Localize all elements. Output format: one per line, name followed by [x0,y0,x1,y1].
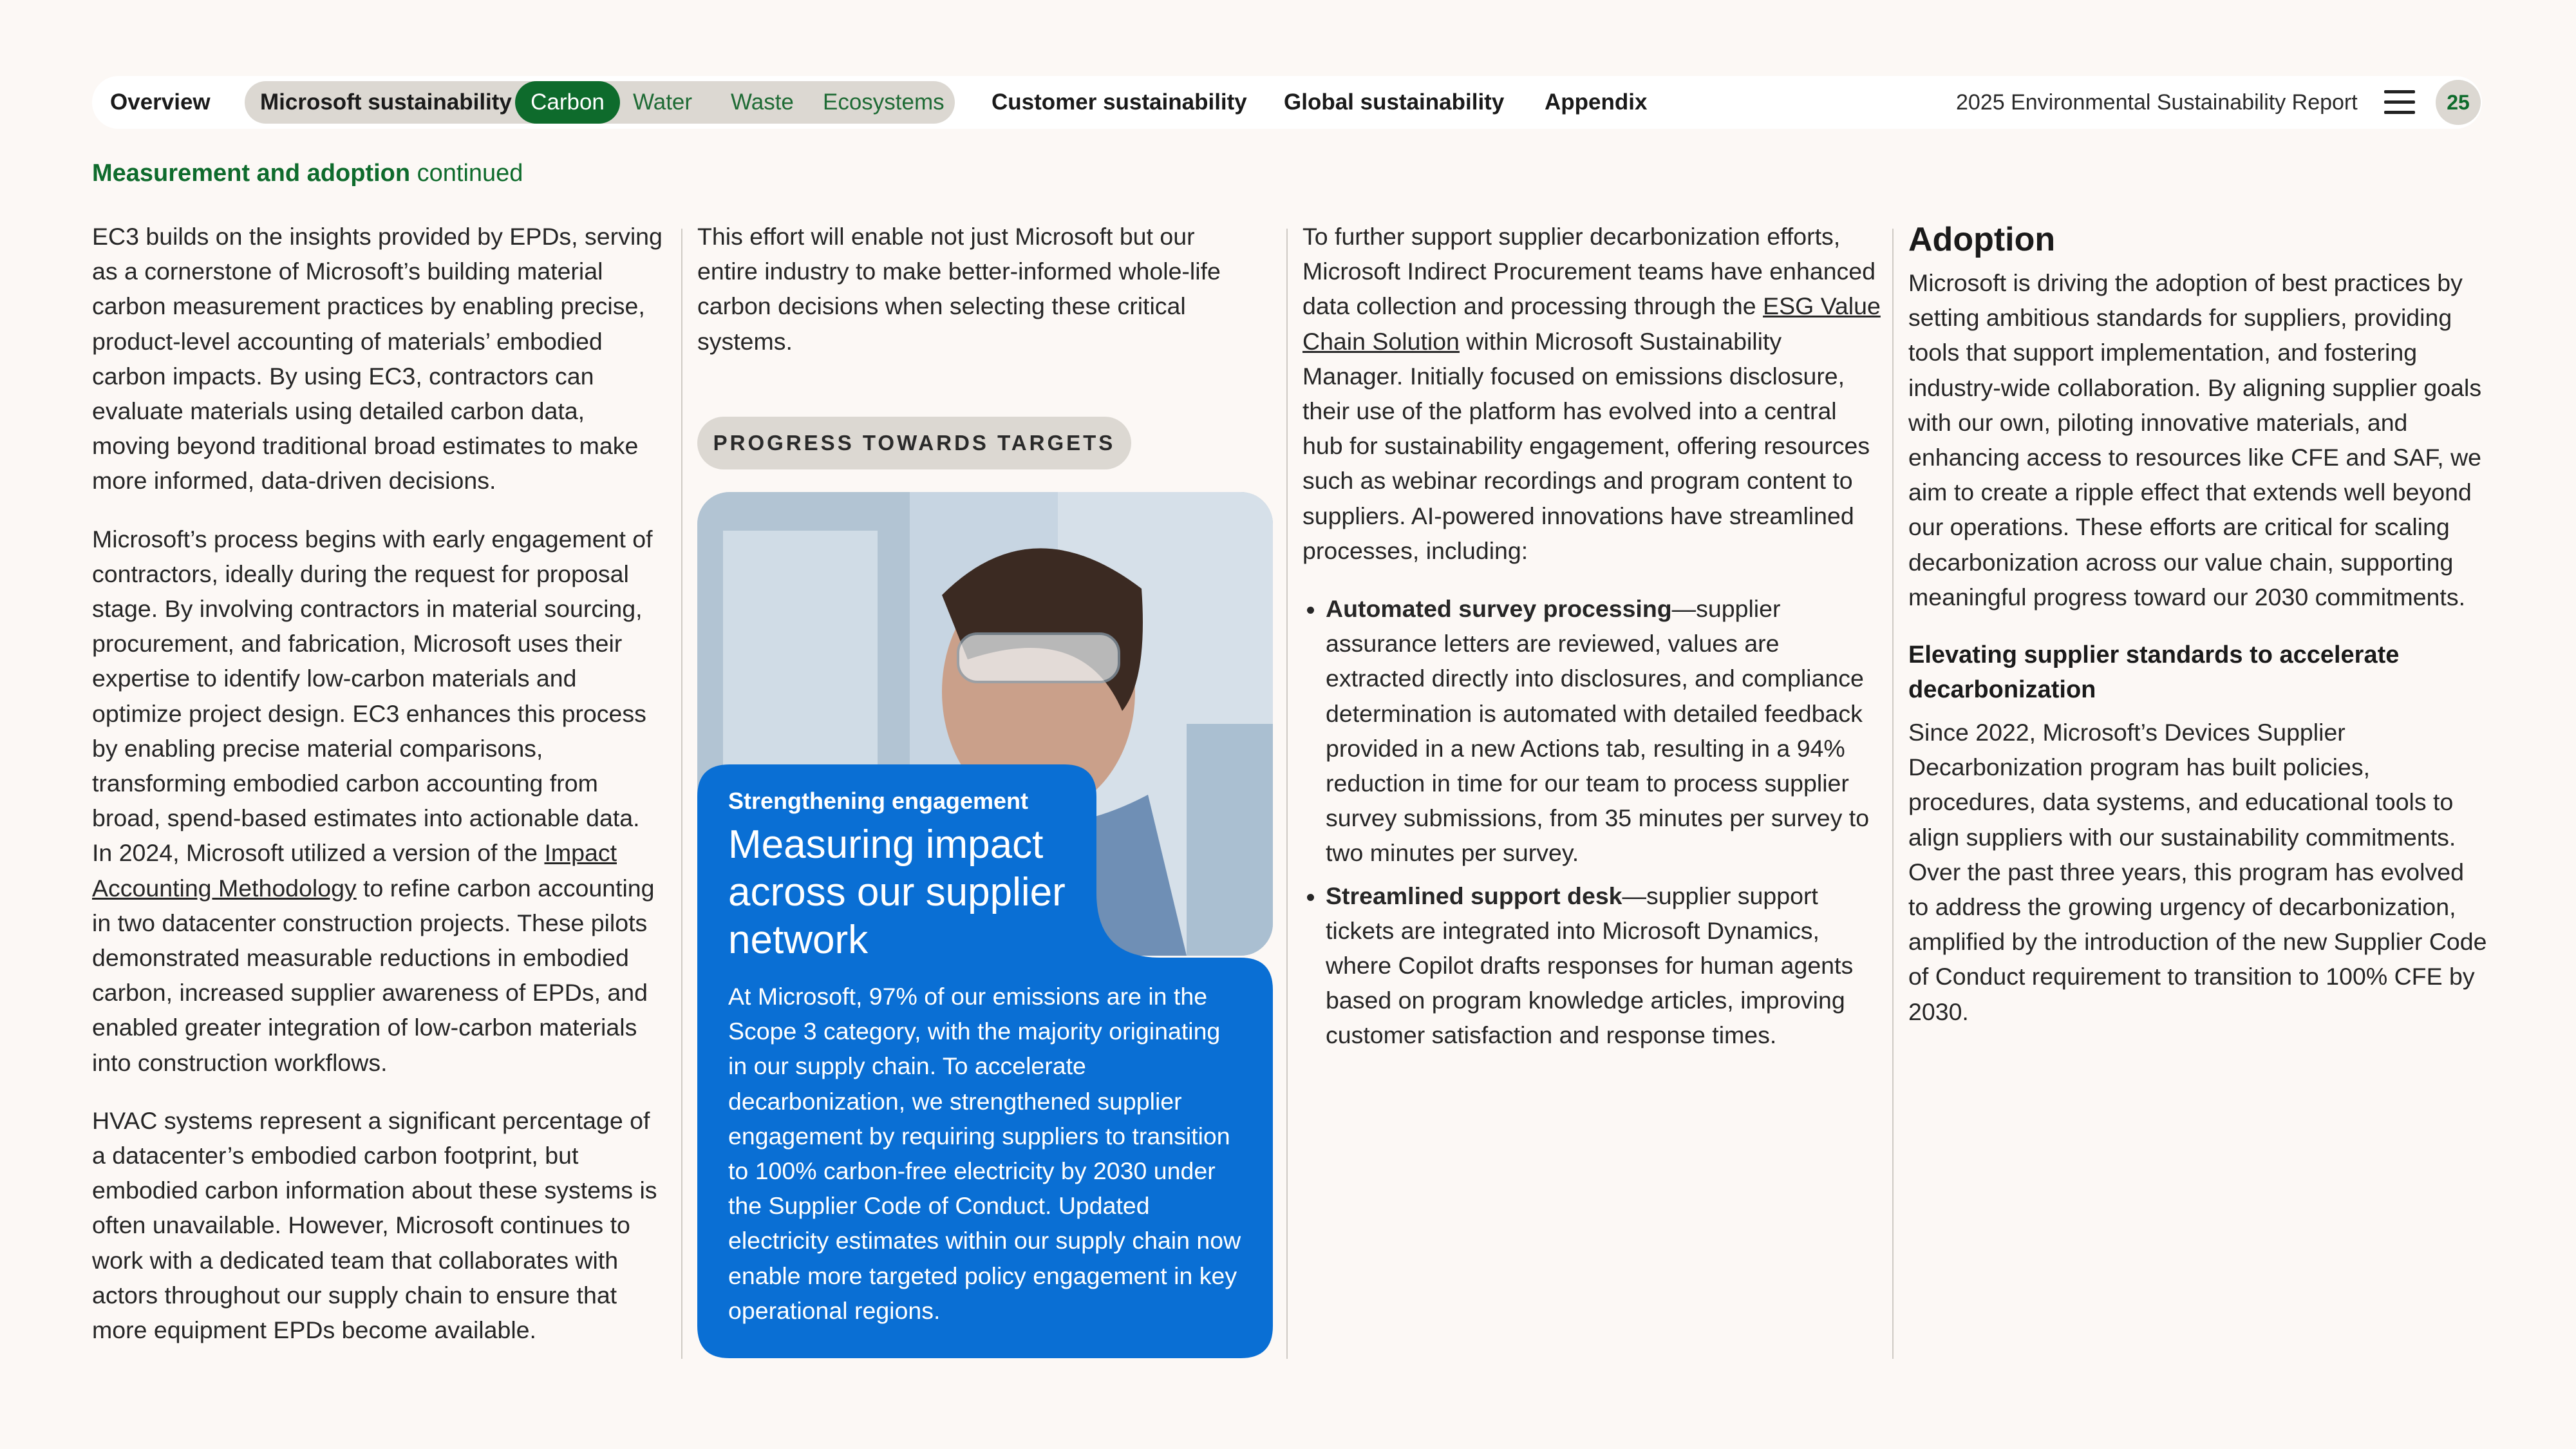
column-1 [92,219,665,1370]
bullet-2-heading: Streamlined support desk [1326,882,1622,909]
col1-paragraph-1: EC3 builds on the insights provided by EPDs, serving as a cornerstone of Microsoft’s building material carbon measurement practices by enabling precise, product-level accounting of materials’ embodied carbon impacts. By using EC3, contractors can evaluate materials using detailed carbon data, moving beyond traditional broad estimates to make more informed, data-driven decisions. [92,223,663,495]
nav-water[interactable]: Water [633,90,693,115]
nav-customer-sustainability[interactable]: Customer sustainability [992,90,1247,115]
bullet-1-heading: Automated survey processing [1326,595,1672,623]
col3-paragraph-1 [1302,219,1882,568]
section-title: Measurement and adoption [92,160,411,187]
esg-value-chain-solution-link[interactable]: ESG Value Chain Solution [1302,292,1881,355]
column-2 [697,219,1232,382]
nav-overview[interactable]: Overview [110,90,211,115]
section-heading [92,160,523,187]
nav-microsoft-sustainability[interactable]: Microsoft sustainability [260,90,512,115]
card-title: Measuring impact across our supplier network [728,822,1066,962]
col1-p2-text-b: to refine carbon accounting in two datacenter construction projects. These pilots demonstrated measurable reductions in embodied carbon, increased supplier awareness of EPDs, and enabled greater integration of low-carbon materials into construction workflows. [92,874,655,1076]
top-navigation [92,76,2482,129]
col4-paragraph-1: Microsoft is driving the adoption of best practices by setting ambitious standards for suppliers, providing tools that support implementation, and fostering industry-wide collaboration. By aligning supplier goals with our own, piloting innovative materials, and enhancing access to resources like CFE and SAF, we aim to create a ripple effect that extends well beyond our operations. These efforts are critical for scaling decarbonization across our value chain, supporting meaningful progress toward our 2030 commitments. [1908,269,2482,611]
bullet-2-text: —supplier support tickets are integrated into Microsoft Dynamics, where Copilot drafts responses for human agents based on program knowledge articles, improving customer satisfaction and response times. [1326,882,1854,1049]
impact-accounting-methodology-link[interactable]: Impact Accounting Methodology [92,839,617,902]
nav-global-sustainability[interactable]: Global sustainability [1284,90,1505,115]
nav-appendix[interactable]: Appendix [1545,90,1648,115]
column-3 [1302,219,1882,1061]
col3-p1-text-a: To further support supplier decarbonization efforts, Microsoft Indirect Procurement teams have enhanced data collection and processing through the [1302,223,1876,320]
col4-paragraph-2: Since 2022, Microsoft’s Devices Supplier Decarbonization program has built policies, procedures, data systems, and educational tools to align suppliers with our sustainability commitments. Over the past three years, this program has evolved to address the growing urgency of decarbonization, amplified by the introduction of the new Supplier Code of Conduct requirement to transition to 100% CFE by 2030. [1908,719,2487,1025]
nav-group-microsoft-sustainability [245,81,955,124]
column-divider [681,229,682,1359]
column-4 [1908,219,2488,1052]
ai-innovations-list [1302,591,1882,1053]
hamburger-menu-icon[interactable] [2384,90,2415,115]
list-item [1326,591,1882,871]
page-number-badge: 25 [2436,80,2481,125]
card-body: At Microsoft, 97% of our emissions are in the Scope 3 category, with the majority originating in our supply chain. To accelerate decarbonization, we strengthened supplier engagement by requiring suppliers to transition to 100% carbon-free electricity by 2030 under the Supplier Code of Conduct. Updated electricity estimates within our supply chain now enable more targeted policy engagement in key operational regions. [728,983,1241,1324]
nav-ecosystems[interactable]: Ecosystems [823,90,945,115]
strengthening-engagement-card [697,764,1273,1358]
col1-paragraph-2 [92,522,665,1080]
bullet-1-text: —supplier assurance letters are reviewed, values are extracted directly into disclosures, and compliance determination is automated with detailed feedback provided in a new Actions tab, resulting in a 94% reduction in time for our team to process supplier survey submissions, from 35 minutes per survey to two minutes per survey. [1326,595,1870,867]
section-suffix: continued [417,160,523,187]
list-item [1326,878,1882,1053]
col2-paragraph-1: This effort will enable not just Microsoft but our entire industry to make better-informed whole-life carbon decisions when selecting these critical systems. [697,223,1221,355]
nav-carbon-active[interactable]: Carbon [515,81,620,124]
col1-p2-text-a: Microsoft’s process begins with early engagement of contractors, ideally during the request for proposal stage. By involving contractors in material sourcing, procurement, and fabrication, Microsoft uses their expertise to identify low-carbon materials and optimize project design. EC3 enhances this process by enabling precise material comparisons, transforming embodied carbon accounting from broad, spend-based estimates into actionable data. In 2024, Microsoft utilized a version of the [92,525,653,867]
supplier-standards-subheading: Elevating supplier standards to accelerate decarbonization [1908,641,2400,704]
adoption-heading: Adoption [1908,221,2056,258]
report-title: 2025 Environmental Sustainability Report [1956,90,2358,115]
nav-waste[interactable]: Waste [731,90,794,115]
column-divider [1892,229,1894,1359]
col3-p1-text-b: within Microsoft Sustainability Manager. Initially focused on emissions disclosure, their use of the platform has evolved into a central hub for sustainability engagement, offering resources such as webinar recordings and program content to suppliers. AI-powered innovations have streamlined processes, including: [1302,327,1870,564]
col1-paragraph-3: HVAC systems represent a significant percentage of a datacenter’s embodied carbon footprint, but embodied carbon information about these systems is often unavailable. However, Microsoft continues to work with a dedicated team that collaborates with actors throughout our supply chain to ensure that more equipment EPDs become available. [92,1106,657,1344]
progress-towards-targets-label: PROGRESS TOWARDS TARGETS [697,417,1131,469]
column-divider [1286,229,1288,1359]
card-kicker: Strengthening engagement [728,788,1029,814]
